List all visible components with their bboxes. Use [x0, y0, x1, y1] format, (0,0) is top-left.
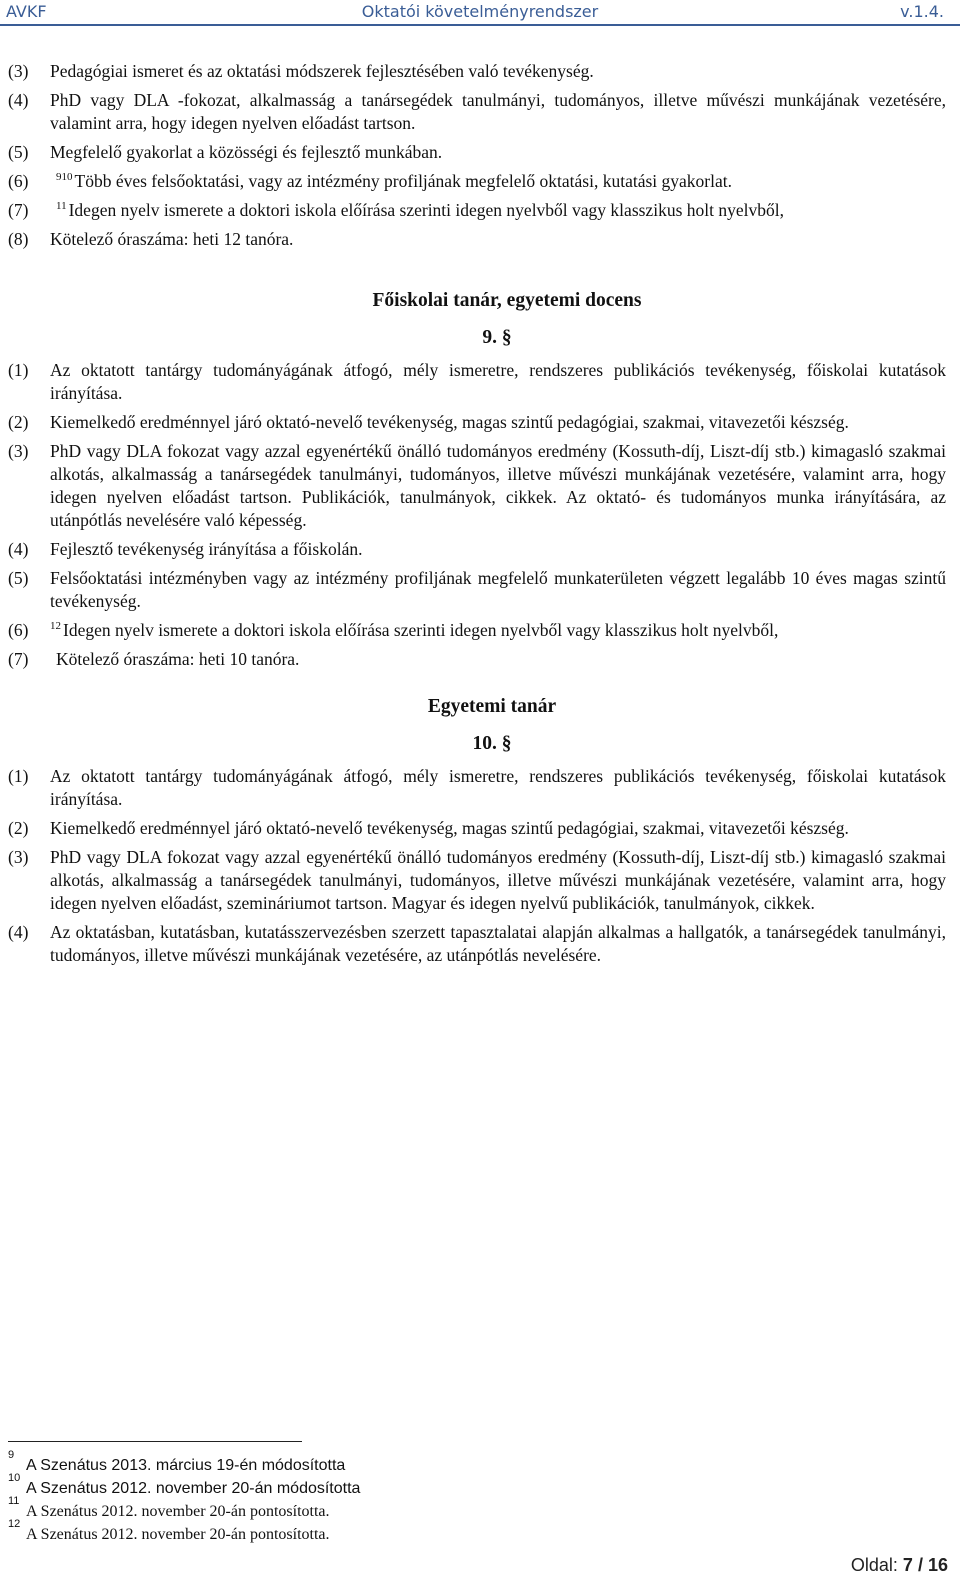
section-number: 10. § [472, 733, 512, 754]
footnotes [8, 1451, 708, 1543]
section-title: Főiskolai tanár, egyetemi docens [372, 290, 642, 311]
list-item: (6) $^{910}$ Több éves felsőoktatási, vagy az intézmény profiljának megfelelő oktatási, kutatási gyakorlat. [8, 171, 732, 191]
section-number: 9. § [482, 327, 512, 348]
header-document-title: Oktatói követelményrendszer [361, 2, 599, 21]
list-item: (4) PhD vagy DLA -fokozat, alkalmasság a tanársegédek tanulmányi, tudományos, illetve művészi munkájának vezetésére, valamint arra, hogy idegen nyelven előadást tartson. [8, 90, 946, 133]
list-item: (5) Megfelelő gyakorlat a közösségi és fejlesztő munkában. [8, 142, 443, 162]
list-item: (7) Kötelező óraszáma: heti 10 tanóra. [8, 649, 300, 669]
list-item: (4) Az oktatásban, kutatásban, kutatásszervezésben szerzett tapasztalatai alapján alkalmas a hallgatók, a tanársegédek tanulmányi, tudományos, illetve művészi munkájának vezetésére, az utánpótlás nevelésére. [8, 922, 946, 965]
footnote-reference[interactable]: 910 [56, 171, 73, 183]
footnote-separator [8, 1441, 302, 1442]
list-item: (1) Az oktatott tantárgy tudományágának átfogó, mély ismeretre, rendszeres publikációs tevékenység, főiskolai kutatások irányítása. [8, 766, 946, 809]
footnote-item: 9 A Szenátus 2013. március 19-én módosította [8, 1449, 346, 1474]
list-item: (2) Kiemelkedő eredménnyel járó oktató-nevelő tevékenység, magas szintű pedagógiai, szakmai, vitavezetői készség. [8, 412, 849, 432]
list-item: (8) Kötelező óraszáma: heti 12 tanóra. [8, 229, 294, 249]
footnote-item: 12 A Szenátus 2012. november 20-án pontosította. [8, 1518, 330, 1543]
list-item: (7) $^{11}$ Idegen nyelv ismerete a doktori iskola előírása szerinti idegen nyelvből vagy klasszikus holt nyelvből, [8, 200, 784, 220]
list-item: (3) PhD vagy DLA fokozat vagy azzal egyenértékű önálló tudományos eredmény (Kossuth-díj, Liszt-díj stb.) kimagasló szakmai alkotás, alkalmasság a tanársegédek tanulmányi, tudományos, illetve művészi munkájának vezetésére, valamint arra, hogy idegen nyelven előadást, szemináriumot tartson. Magyar és idegen nyelvű publikációk, tanulmányok, cikkek. [8, 847, 946, 913]
page-number: Oldal: 7 / 16 [850, 1555, 948, 1575]
list-item: (1) Az oktatott tantárgy tudományágának átfogó, mély ismeretre, rendszeres publikációs tevékenység, főiskolai kutatások irányítása. [8, 360, 946, 403]
list-item: (3) PhD vagy DLA fokozat vagy azzal egyenértékű önálló tudományos eredmény (Kossuth-díj, Liszt-díj stb.) kimagasló szakmai alkotás, alkalmasság a tanársegédek tanulmányi, tudományos, illetve művészi munkájának vezetésére, valamint arra, hogy idegen nyelven előadást tartson. Publikációk, tanulmányok, cikkek. Az oktató- és tudományos munka irányítására, az utánpótlás nevelésére való képesség. [8, 441, 946, 530]
list-item: (6) $^{12}$ Idegen nyelv ismerete a doktori iskola előírása szerinti idegen nyelvből vagy klasszikus holt nyelvből, [8, 620, 779, 640]
section-title: Egyetemi tanár [427, 696, 557, 717]
list-item: (3) Pedagógiai ismeret és az oktatási módszerek fejlesztésében való tevékenység. [8, 61, 594, 81]
header-rule [0, 24, 960, 26]
list-item: (4) Fejlesztő tevékenység irányítása a főiskolán. [8, 539, 363, 559]
list-item: (5) Felsőoktatási intézményben vagy az intézmény profiljának megfelelő munkaterületen végzett legalább 10 éves magas szintű tevékenység. [8, 568, 946, 611]
footnote-item: 11 A Szenátus 2012. november 20-án pontosította. [8, 1495, 330, 1520]
document-body [8, 60, 946, 973]
list-item: (2) Kiemelkedő eredménnyel járó oktató-nevelő tevékenység, magas szintű pedagógiai, szakmai, vitavezetői készség. [8, 818, 849, 838]
header-version: v.1.4. [900, 2, 944, 21]
header-institution: AVKF [6, 2, 47, 21]
footnote-reference[interactable]: 12 [50, 620, 61, 632]
footnote-item: 10 A Szenátus 2012. november 20-án módosította [8, 1472, 361, 1497]
page-header [0, 0, 960, 24]
footnote-reference[interactable]: 11 [56, 200, 67, 212]
